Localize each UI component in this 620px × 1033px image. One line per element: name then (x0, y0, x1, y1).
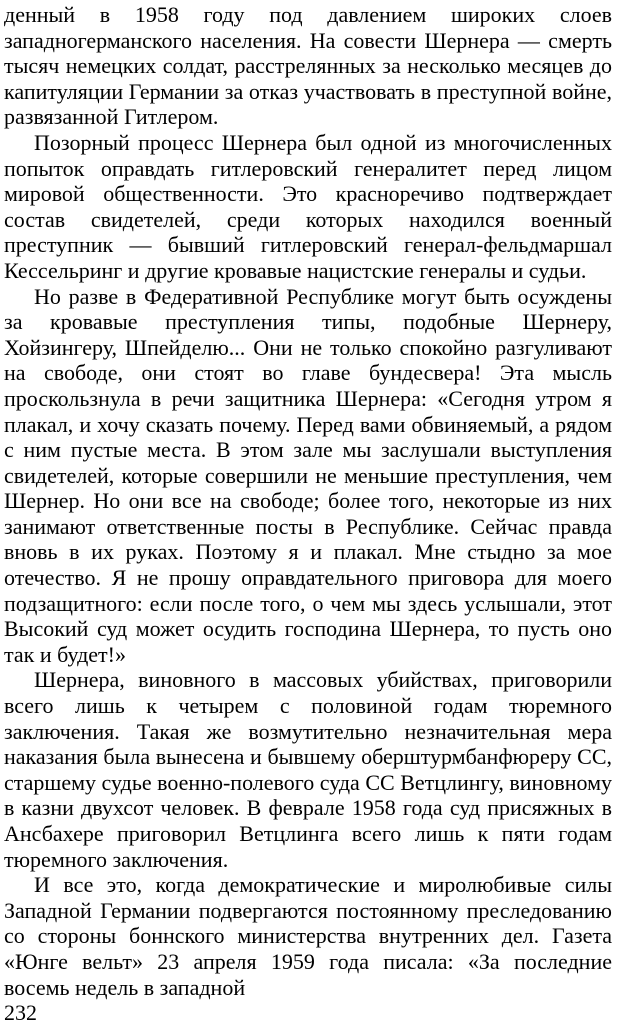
paragraph-4: Шернера, виновного в массовых убийствах, приговорили всего лишь к четырем с половиной годам тюремного заключения. Такая же возмутительно незначительная мера наказания была вынесена и бывшему оберштурмбанфюреру СС, старшему судье военно-полевого суда СС Ветцлингу, виновному в казни двухсот человек. В феврале 1958 года суд присяжных в Ансбахере приговорил Ветцлинга всего лишь к пяти годам тюремного заключения. (4, 667, 612, 872)
body-text (4, 2, 612, 1000)
paragraph-5: И все это, когда демократические и миролюбивые силы Западной Германии подвергаются постоянному преследованию со стороны боннского министерства внутренних дел. Газета «Юнге вельт» 23 апреля 1959 года писала: «За последние восемь недель в западной (4, 872, 612, 1000)
paragraph-3: Но разве в Федеративной Республике могут быть осуждены за кровавые преступления типы, подобные Шернеру, Хойзингеру, Шпейделю... Они не только спокойно разгуливают на свободе, они стоят во главе бундесвера! Эта мысль проскользнула в речи защитника Шернера: «Сегодня утром я плакал, и хочу сказать почему. Перед вами обвиняемый, а рядом с ним пустые места. В этом зале мы заслушали выступления свидетелей, которые совершили не меньшие преступления, чем Шернер. Но они все на свободе; более того, некоторые из них занимают ответственные посты в Республике. Сейчас правда вновь в их руках. Поэтому я и плакал. Мне стыдно за мое отечество. Я не прошу оправдательного приговора для моего подзащитного: если после того, о чем мы здесь услышали, этот Высокий суд может осудить господина Шернера, то пусть оно так и будет!» (4, 283, 612, 667)
page-number: 232 (4, 1000, 37, 1025)
paragraph-1: денный в 1958 году под давлением широких слоев западногерманского населения. На совести Шернера — смерть тысяч немецких солдат, расстрелянных за несколько месяцев до капитуляции Германии за отказ участвовать в преступной войне, развязанной Гитлером. (4, 2, 612, 130)
paragraph-2: Позорный процесс Шернера был одной из многочисленных попыток оправдать гитлеровский генералитет перед лицом мировой общественности. Это красноречиво подтверждает состав свидетелей, среди которых находился военный преступник — бывший гитлеровский генерал-фельдмаршал Кессельринг и другие кровавые нацистские генералы и судьи. (4, 129, 612, 283)
